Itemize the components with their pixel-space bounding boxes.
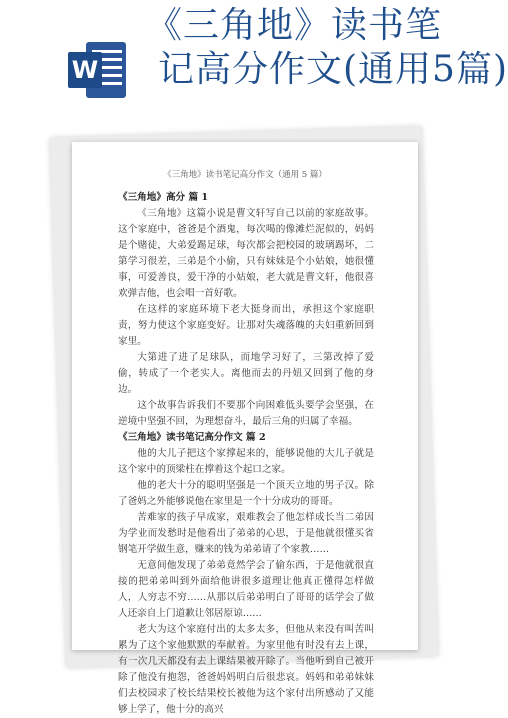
document-header — [0, 0, 508, 118]
paragraph: 苦难家的孩子早成家，艰难教会了他怎样成长当二弟因为学业而发愁时是他看出了弟弟的心思，于是他就很懂买省钢笔开学做生意，赚来的钱为弟弟请了个家教…… — [118, 512, 374, 555]
paragraph: 老大为这个家庭付出的太多太多，但他从来没有叫苦叫累为了这个家他默默的奉献着。为家里他有时没有去上课，有一次几天都没有去上课结果被开除了。当他听到自己被开除了他没有抱怨，爸爸妈妈明白后很悲哀。妈妈和弟弟妹妹们去校园求了校长结果校长被他为这个家付出所感动了又能够上学了，他十分的高兴 — [118, 624, 374, 715]
paragraph: 他的老大十分的聪明坚强是一个顶天立地的男子汉。除了爸妈之外能够说他在家里是一个十分成功的哥哥。 — [118, 480, 374, 507]
page-title — [146, 4, 508, 92]
running-head: 《三角地》读书笔记高分作文（通用 5 篇） — [163, 170, 327, 180]
document-body — [72, 180, 418, 718]
paragraph: 他的大儿子把这个家撑起来的，能够说他的大儿子就是这个家中的顶梁柱在撑着这个起口之家。 — [118, 448, 374, 475]
paragraph: 这个故事告诉我们不要那个向困难低头要学会坚强，在逆境中坚强不回，为理想奋斗，最后三角的归属了幸福。 — [118, 400, 374, 427]
paragraph: 无意间他发现了弟弟竟然学会了偷东西，于是他就很直接的把弟弟叫到外面给他讲很多道理让他真正懂得怎样做人，人穷志不穷……从那以后弟弟明白了哥哥的话学会了做人还亲自上门道歉让邻居原谅…… — [118, 560, 374, 619]
document-page — [72, 142, 418, 715]
word-document-icon — [66, 40, 130, 100]
paragraph: 《三角地》这篇小说是曹文轩写自己以前的家庭故事。这个家庭中，爸爸是个酒鬼，每次喝的像滩烂泥似的，妈妈是个赌徒，大弟爱踢足球，每次都会把校园的玻璃踢坏，二第学习很差，三弟是个小偷，只有妹妹是个小姑娘，她很懂事，可爱善良，爱干净的小姑娘，老大就是曹文轩，他很喜欢弹吉他，也会唱一首好歌。 — [118, 208, 374, 299]
title-line-2: 记高分作文(通用5篇) — [158, 49, 508, 90]
section-heading: 《三角地》读书笔记高分作文 篇 2 — [118, 432, 266, 443]
svg-text:W: W — [71, 56, 99, 84]
title-line-1: 《三角地》读书笔 — [146, 5, 443, 46]
paragraph: 在这样的家庭环境下老大挺身而出，承担这个家庭职责，努力使这个家庭变好。让那对失魂落魄的夫妇重新回到家里。 — [118, 304, 374, 347]
paragraph: 大第进了进了足球队，而地学习好了，三第改掉了爱偷，转成了一个老实人。离他而去的丹妞又回到了他的身边。 — [118, 352, 374, 395]
section-heading: 《三角地》高分 篇 1 — [118, 192, 209, 203]
